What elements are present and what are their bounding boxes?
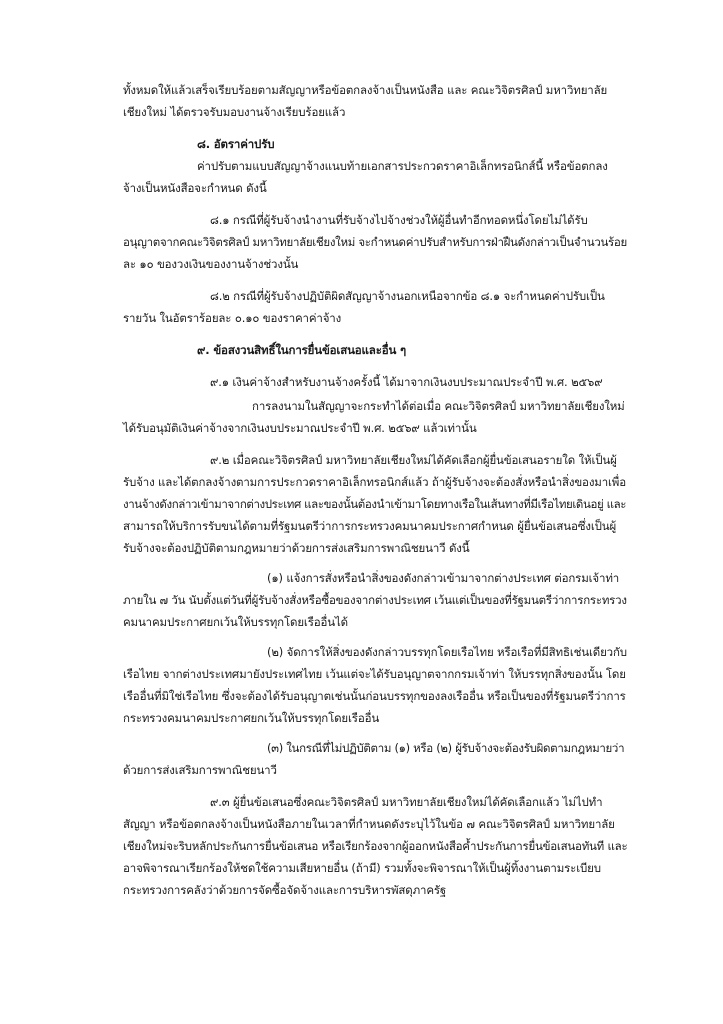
sub-item-3: (๓) ในกรณีที่ไม่ปฏิบัติตาม (๑) หรือ (๒) ผู้รับจ้างจะต้องรับผิดตามกฎหมายว่า (267, 741, 625, 755)
paragraph-line: ค่าปรับตามแบบสัญญาจ้างแนบท้ายเอกสารประกวดราคาอิเล็กทรอนิกส์นี้ หรือข้อตกลง (197, 159, 608, 173)
paragraph-line: ทั้งหมดให้แล้วเสร็จเรียบร้อยตามสัญญาหรือข้อตกลงจ้างเป็นหนังสือ และ คณะวิจิตรศิลป์ มหาวิทยาลัย (123, 83, 608, 97)
paragraph-line: การลงนามในสัญญาจะกระทำได้ต่อเมื่อ คณะวิจิตรศิลป์ มหาวิทยาลัยเชียงใหม่ (252, 399, 625, 413)
paragraph-line: ละ ๑๐ ของวงเงินของงานจ้างช่วงนั้น (123, 257, 299, 271)
paragraph-line: รายวัน ในอัตราร้อยละ ๐.๑๐ ของราคาค่าจ้าง (123, 311, 342, 325)
paragraph-line: สามารถให้บริการรับขนได้ตามที่รัฐมนตรีว่าการกระทรวงคมนาคมประกาศกำหนด ผู้ยื่นข้อเสนอซึ่งเป็นผู้ (123, 519, 617, 533)
paragraph-line: เชียงใหม่ ได้ตรวจรับมอบงานจ้างเรียบร้อยแล้ว (123, 105, 346, 119)
paragraph-line: กระทรวงคมนาคมประกาศยกเว้นให้บรรทุกโดยเรืออื่น (123, 711, 380, 725)
paragraph-line: ได้รับอนุมัติเงินค่าจ้างจากเงินงบประมาณประจำปี พ.ศ. ๒๕๖๙ แล้วเท่านั้น (123, 421, 477, 435)
paragraph-line: เรืออื่นที่มิใช่เรือไทย ซึ่งจะต้องได้รับอนุญาตเช่นนั้นก่อนบรรทุกของลงเรืออื่น หรือเป็นของที่รัฐมนตรีว่าการ (123, 689, 626, 703)
paragraph-line: กระทรวงการคลังว่าด้วยการจัดซื้อจัดจ้างและการบริหารพัสดุภาครัฐ (123, 883, 447, 897)
clause-8-1: ๘.๑ กรณีที่ผู้รับจ้างนำงานที่รับจ้างไปจ้างช่วงให้ผู้อื่นทำอีกทอดหนึ่งโดยไม่ได้รับ (210, 213, 588, 227)
section-heading-9: ๙. ข้อสงวนสิทธิ์ในการยื่นข้อเสนอและอื่น ๆ (197, 343, 407, 357)
paragraph-line: อนุญาตจากคณะวิจิตรศิลป์ มหาวิทยาลัยเชียงใหม่ จะกำหนดค่าปรับสำหรับการฝ่าฝืนดังกล่าวเป็นจำนวนร้อย (123, 235, 627, 249)
clause-9-2: ๙.๒ เมื่อคณะวิจิตรศิลป์ มหาวิทยาลัยเชียงใหม่ได้คัดเลือกผู้ยื่นข้อเสนอรายใด ให้เป็นผู้ (210, 453, 617, 467)
paragraph-line: รับจ้าง และได้ตกลงจ้างตามการประกวดราคาอิเล็กทรอนิกส์แล้ว ถ้าผู้รับจ้างจะต้องสั่งหรือนำสิ่งของมาเพื่อ (123, 475, 626, 489)
paragraph-line: ด้วยการส่งเสริมการพาณิชยนาวี (123, 763, 277, 777)
paragraph-line: งานจ้างดังกล่าวเข้ามาจากต่างประเทศ และของนั้นต้องนำเข้ามาโดยทางเรือในเส้นทางที่มีเรือไทยเดินอยู่ และ (123, 497, 627, 511)
paragraph-line: จ้างเป็นหนังสือจะกำหนด ดังนี้ (123, 181, 267, 195)
clause-8-2: ๘.๒ กรณีที่ผู้รับจ้างปฏิบัติผิดสัญญาจ้างนอกเหนือจากข้อ ๘.๑ จะกำหนดค่าปรับเป็น (210, 289, 605, 303)
sub-item-1: (๑) แจ้งการสั่งหรือนำสิ่งของดังกล่าวเข้ามาจากต่างประเทศ ต่อกรมเจ้าท่า (267, 571, 620, 585)
paragraph-line: เชียงใหม่จะริบหลักประกันการยื่นข้อเสนอ หรือเรียกร้องจากผู้ออกหนังสือค้ำประกันการยื่นข้อเสนอทันที และ (123, 839, 628, 853)
section-heading-8: ๘. อัตราค่าปรับ (197, 137, 275, 151)
paragraph-line: สัญญา หรือข้อตกลงจ้างเป็นหนังสือภายในเวลาที่กำหนดดังระบุไว้ในข้อ ๗ คณะวิจิตรศิลป์ มหาวิทยาลัย (123, 817, 615, 831)
paragraph-line: รับจ้างจะต้องปฏิบัติตามกฎหมายว่าด้วยการส่งเสริมการพาณิชยนาวี ดังนี้ (123, 541, 470, 555)
clause-9-3: ๙.๓ ผู้ยื่นข้อเสนอซึ่งคณะวิจิตรศิลป์ มหาวิทยาลัยเชียงใหม่ได้คัดเลือกแล้ว ไม่ไปทำ (210, 795, 603, 809)
clause-9-1: ๙.๑ เงินค่าจ้างสำหรับงานจ้างครั้งนี้ ได้มาจากเงินงบประมาณประจำปี พ.ศ. ๒๕๖๙ (210, 375, 603, 389)
paragraph-line: เรือไทย จากต่างประเทศมายังประเทศไทย เว้นแต่จะได้รับอนุญาตจากกรมเจ้าท่า ให้บรรทุกสิ่งของนั้น โดย (123, 667, 626, 681)
paragraph-line: คมนาคมประกาศยกเว้นให้บรรทุกโดยเรืออื่นได้ (123, 615, 348, 629)
sub-item-2: (๒) จัดการให้สิ่งของดังกล่าวบรรทุกโดยเรือไทย หรือเรือที่มีสิทธิเช่นเดียวกับ (267, 645, 627, 659)
paragraph-line: ภายใน ๗ วัน นับตั้งแต่วันที่ผู้รับจ้างสั่งหรือซื้อของจากต่างประเทศ เว้นแต่เป็นของที่รัฐมนตรีว่าการกระทรวง (123, 593, 627, 607)
paragraph-line: อาจพิจารณาเรียกร้องให้ชดใช้ความเสียหายอื่น (ถ้ามี) รวมทั้งจะพิจารณาให้เป็นผู้ทิ้งงานตามระเบียบ (123, 861, 601, 875)
